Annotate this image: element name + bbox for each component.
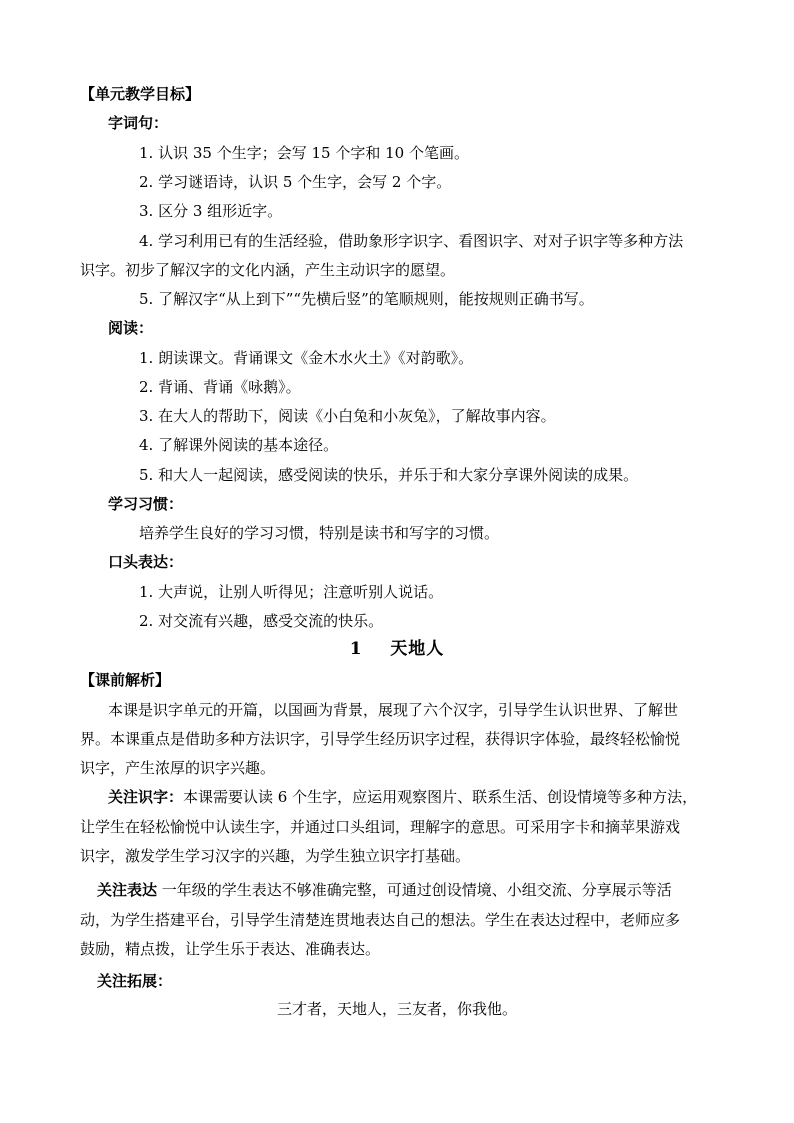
unit-goals-heading: 【单元教学目标】 (80, 85, 201, 103)
words-item-5: 5. 了解汉字“从上到下”“先横后竖”的笔顺规则，能按规则正确书写。 (139, 290, 594, 308)
words-item-4-cont: 识字。初步了解汉字的文化内涵，产生主动识字的愿望。 (80, 261, 456, 279)
reading-label: 阅读： (108, 319, 154, 337)
analysis-heading: 【课前解析】 (80, 671, 171, 689)
lesson-title (0, 638, 794, 660)
reading-item-5: 5. 和大人一起阅读，感受阅读的快乐，并乐于和大家分享课外阅读的成果。 (139, 466, 639, 484)
habits-item-1: 培养学生良好的学习习惯，特别是读书和写字的习惯。 (139, 524, 500, 542)
focus-expression-label: 关注表达 (97, 881, 158, 899)
reading-item-1: 1. 朗读课文。背诵课文《金木水火土》《对韵歌》。 (139, 349, 474, 367)
lesson-number: 1 (349, 639, 363, 659)
words-item-3: 3. 区分 3 组形近字。 (139, 202, 283, 220)
words-item-2: 2. 学习谜语诗，认识 5 个生字，会写 2 个字。 (139, 173, 452, 191)
focus-expression-text-1: 一年级的学生表达不够准确完整，可通过创设情境、小组交流、分享展示等活 (161, 881, 672, 899)
intro-line-3: 识字，产生浓厚的识字兴趣。 (80, 759, 276, 777)
focus-expression-line-3: 鼓励，精点拨，让学生乐于表达、准确表达。 (80, 940, 381, 958)
focus-literacy-line-2: 让学生在轻松愉悦中认读生字，并通过口头组词，理解字的意思。可采用字卡和摘苹果游戏 (80, 818, 681, 836)
extension-verse: 三才者，天地人，三友者，你我他。 (276, 1000, 517, 1018)
focus-literacy-label: 关注识字： (108, 788, 184, 806)
reading-item-2: 2. 背诵、背诵《咏鹅》。 (139, 378, 301, 396)
reading-item-3: 3. 在大人的帮助下，阅读《小白兔和小灰兔》，了解故事内容。 (139, 407, 556, 425)
words-item-4: 4. 学习利用已有的生活经验，借助象形字识字、看图识字、对对子识字等多种方法 (139, 232, 684, 250)
focus-literacy-text-1: 本课需要认读 6 个生字，应运用观察图片、联系生活、创设情境等多种方法， (183, 788, 698, 806)
words-label: 字词句： (108, 114, 169, 132)
intro-line-1: 本课是识字单元的开篇，以国画为背景，展现了六个汉字，引导学生认识世界、了解世 (108, 701, 679, 719)
words-item-1: 1. 认识 35 个生字；会写 15 个字和 10 个笔画。 (139, 144, 469, 162)
focus-expression-line-1 (97, 880, 672, 900)
habits-label: 学习习惯： (108, 495, 184, 513)
oral-item-1: 1. 大声说，让别人听得见；注意听别人说话。 (139, 583, 444, 601)
focus-literacy-line-3: 识字，激发学生学习汉字的兴趣，为学生独立识字打基础。 (80, 847, 471, 865)
focus-expression-line-2: 动，为学生搭建平台，引导学生清楚连贯地表达自己的想法。学生在表达过程中，老师应多 (80, 911, 681, 929)
oral-label: 口头表达： (108, 553, 184, 571)
focus-literacy-line-1 (108, 787, 697, 807)
intro-line-2: 界。本课重点是借助多种方法识字，引导学生经历识字过程，获得识字体验，最终轻松愉悦 (80, 730, 681, 748)
lesson-name: 天地人 (390, 639, 445, 659)
focus-extension-label: 关注拓展： (97, 972, 173, 990)
oral-item-2: 2. 对交流有兴趣，感受交流的快乐。 (139, 612, 384, 630)
reading-item-4: 4. 了解课外阅读的基本途径。 (139, 436, 339, 454)
